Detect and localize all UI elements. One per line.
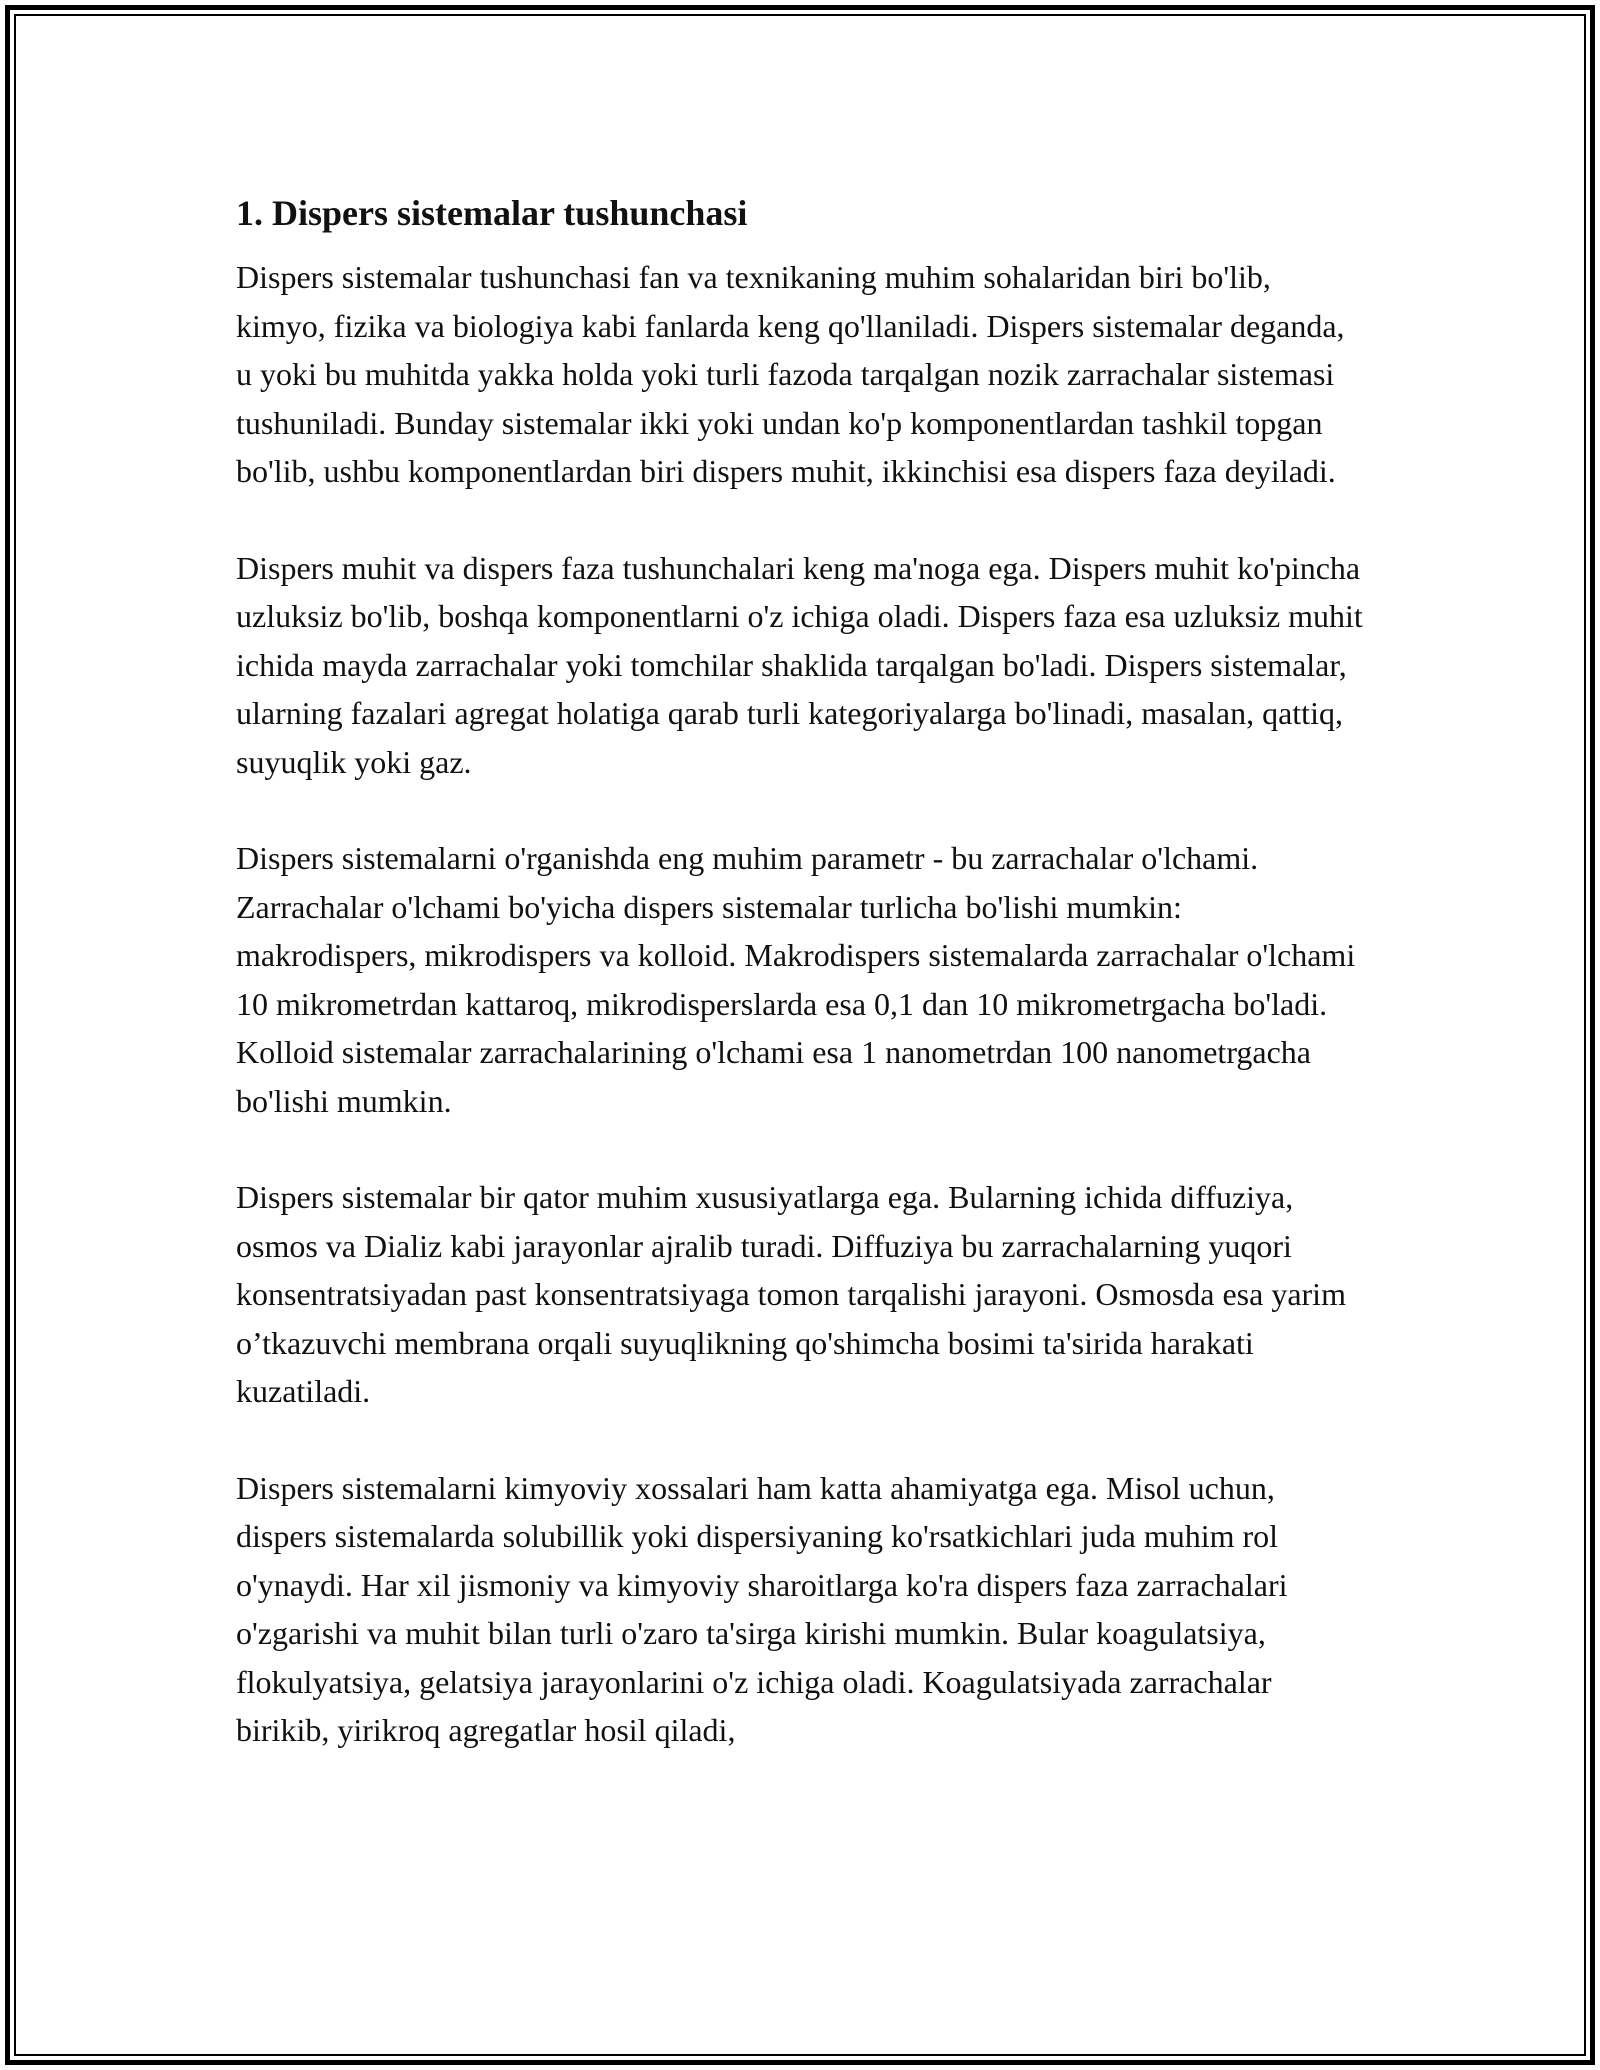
paragraph-5: Dispers sistemalarni kimyoviy xossalari ham katta ahamiyatga ega. Misol uchun, dispers sistemalarda solubillik yoki dispersiyaning ko'rsatkichlari juda muhim rol o'ynaydi. Har xil jismoniy va kimyoviy sharoitlarga ko'ra dispers faza zarrachalari o'zgarishi va muhit bilan turli o'zaro ta'sirga kirishi mumkin. Bular koagulatsiya, flokulyatsiya, gelatsiya jarayonlarini o'z ichiga oladi. Koagulatsiyada zarrachalar birikib, yirikroq agregatlar hosil qiladi, — [236, 1469, 1288, 1748]
paragraph-1: Dispers sistemalar tushunchasi fan va texnikaning muhim sohalaridan biri bo'lib, kimyo, fizika va biologiya kabi fanlarda keng qo'llaniladi. Dispers sistemalar deganda, u yoki bu muhitda yakka holda yoki turli fazoda tarqalgan nozik zarrachalar sistemasi tushuniladi. Bunday sistemalar ikki yoki undan ko'p komponentlardan tashkil topgan bo'lib, ushbu komponentlardan biri dispers muhit, ikkinchisi esa dispers faza deyiladi. — [236, 259, 1345, 489]
paragraph-3: Dispers sistemalarni o'rganishda eng muhim parametr - bu zarrachalar o'lchami. Zarrachalar o'lchami bo'yicha dispers sistemalar turlicha bo'lishi mumkin: makrodispers, mikrodispers va kolloid. Makrodispers sistemalarda zarrachalar o'lchami 10 mikrometrdan kattaroq, mikrodisperslarda esa 0,1 dan 10 mikrometrgacha bo'ladi. Kolloid sistemalar zarrachalarining o'lchami esa 1 nanometrdan 100 nanometrgacha bo'lishi mumkin. — [236, 840, 1356, 1119]
paragraph-4: Dispers sistemalar bir qator muhim xususiyatlarga ega. Bularning ichida diffuziya, osmos va Dializ kabi jarayonlar ajralib turadi. Diffuziya bu zarrachalarning yuqori konsentratsiyadan past konsentratsiyaga tomon tarqalishi jarayoni. Osmosda esa yarim o’tkazuvchi membrana orqali suyuqlikning qo'shimcha bosimi ta'sirida harakati kuzatiladi. — [236, 1179, 1346, 1409]
paragraph-2: Dispers muhit va dispers faza tushunchalari keng ma'noga ega. Dispers muhit ko'pincha uzluksiz bo'lib, boshqa komponentlarni o'z ichiga oladi. Dispers faza esa uzluksiz muhit ichida mayda zarrachalar yoki tomchilar shaklida tarqalgan bo'ladi. Dispers sistemalar, ularning fazalari agregat holatiga qarab turli kategoriyalarga bo'linadi, masalan, qattiq, suyuqlik yoki gaz. — [236, 549, 1363, 780]
document-body — [236, 185, 1366, 1755]
section-heading: 1. Dispers sistemalar tushunchasi — [236, 193, 748, 233]
